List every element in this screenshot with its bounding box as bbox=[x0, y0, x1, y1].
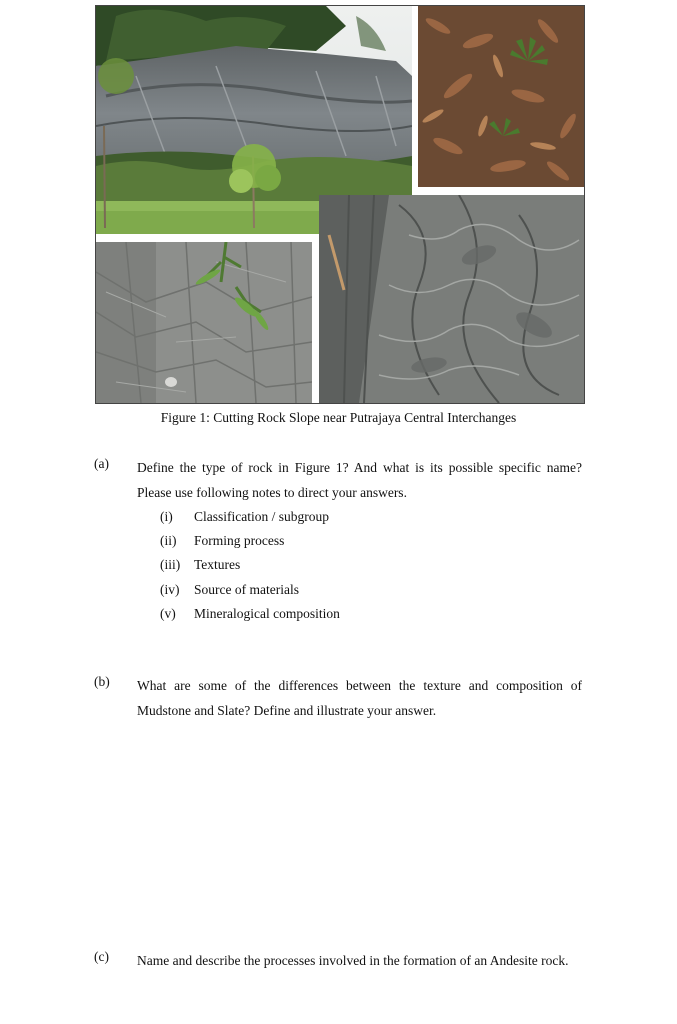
list-item-text: Textures bbox=[194, 557, 241, 573]
foliated-rock-closeup-photo bbox=[319, 195, 584, 403]
list-item-text: Mineralogical composition bbox=[194, 605, 340, 621]
list-item-number: (v) bbox=[160, 605, 176, 621]
weathered-rock-surface-photo bbox=[96, 242, 312, 403]
list-item-number: (iii) bbox=[160, 557, 181, 573]
list-item-number: (ii) bbox=[160, 533, 177, 549]
question-c-line-1: Name and describe the processes involved in the formation of an Andesite rock. bbox=[137, 953, 569, 968]
list-item-number: (i) bbox=[160, 509, 173, 524]
question-b-line-1: What are some of the differences between the texture and composition of bbox=[137, 678, 582, 693]
list-item bbox=[160, 578, 340, 602]
figure-1 bbox=[95, 5, 585, 404]
question-b-line-2: Mudstone and Slate? Define and illustrate your answer. bbox=[137, 703, 437, 718]
leaf-litter-ground-photo bbox=[418, 6, 584, 187]
list-item-text: Classification / subgroup bbox=[194, 509, 329, 524]
list-item bbox=[160, 553, 340, 577]
question-c-marker: (c) bbox=[94, 949, 109, 964]
list-item bbox=[160, 529, 340, 553]
question-a-line-1: Define the type of rock in Figure 1? And what is its possible specific name? bbox=[137, 460, 582, 475]
list-item-text: Forming process bbox=[194, 533, 285, 549]
question-b-marker: (b) bbox=[94, 674, 110, 689]
list-item-number: (iv) bbox=[160, 581, 180, 597]
question-a-line-2: Please use following notes to direct your answers. bbox=[137, 485, 407, 500]
list-item bbox=[160, 505, 340, 529]
list-item-text: Source of materials bbox=[194, 581, 299, 597]
question-a-subitems bbox=[160, 505, 340, 626]
question-a-marker: (a) bbox=[94, 456, 109, 471]
figure-caption: Figure 1: Cutting Rock Slope near Putrajaya Central Interchanges bbox=[160, 410, 517, 425]
list-item bbox=[160, 602, 340, 626]
